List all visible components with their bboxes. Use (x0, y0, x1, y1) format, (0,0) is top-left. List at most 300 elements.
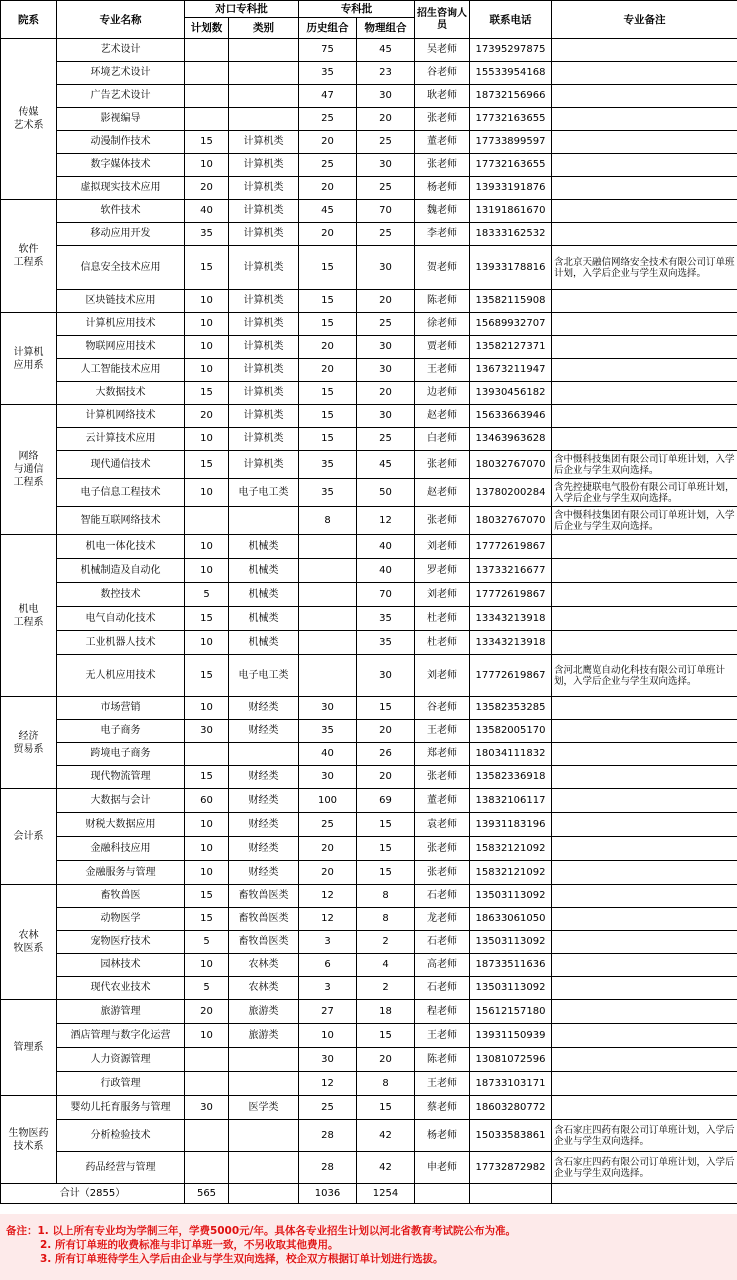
total-label: 合计（2855） (1, 1184, 185, 1204)
major-name-cell: 区块链技术应用 (57, 290, 185, 313)
remark-cell (552, 954, 737, 977)
phone-cell: 13503113092 (470, 977, 552, 1000)
table-row (1, 861, 737, 885)
total-consultant (415, 1184, 470, 1204)
department-cell (1, 535, 57, 697)
remark-cell (552, 154, 737, 177)
category-cell: 财经类 (229, 789, 299, 813)
header-remark: 专业备注 (552, 1, 737, 39)
physics-count-cell: 20 (357, 766, 415, 789)
category-cell: 农林类 (229, 977, 299, 1000)
footnote-line-3: 3. 所有订单班待学生入学后由企业与学生双向选择，校企双方根据订单计划进行选拔。 (40, 1253, 444, 1265)
plan-count-cell: 15 (185, 885, 229, 908)
history-count-cell: 12 (299, 885, 357, 908)
major-name-cell: 机电一体化技术 (57, 535, 185, 559)
major-name-cell: 物联网应用技术 (57, 336, 185, 359)
plan-count-cell (185, 85, 229, 108)
footnote-line-1: 备注：1. 以上所有专业均为学制三年，学费5000元/年。具体各专业招生计划以河北省教育考试院公布为准。 (6, 1225, 517, 1237)
category-cell (229, 1072, 299, 1096)
plan-count-cell: 15 (185, 131, 229, 154)
major-name-cell: 数字媒体技术 (57, 154, 185, 177)
consultant-cell: 袁老师 (415, 813, 470, 837)
category-cell: 农林类 (229, 954, 299, 977)
remark-cell: 含中慑科技集团有限公司订单班计划，入学后企业与学生双向选择。 (552, 507, 737, 535)
table-row (1, 766, 737, 789)
history-count-cell: 20 (299, 359, 357, 382)
plan-count-cell (185, 507, 229, 535)
remark-cell (552, 62, 737, 85)
major-name-cell: 跨境电子商务 (57, 743, 185, 766)
plan-count-cell (185, 1152, 229, 1184)
consultant-cell: 杨老师 (415, 177, 470, 200)
department-name-line: 计算机 (13, 346, 44, 358)
category-cell: 计算机类 (229, 177, 299, 200)
consultant-cell: 谷老师 (415, 697, 470, 720)
history-count-cell: 20 (299, 837, 357, 861)
physics-count-cell: 15 (357, 813, 415, 837)
consultant-cell: 张老师 (415, 766, 470, 789)
department-name-line: 网络 (18, 451, 39, 462)
major-name-cell: 无人机应用技术 (57, 655, 185, 697)
plan-count-cell: 10 (185, 954, 229, 977)
phone-cell: 13081072596 (470, 1048, 552, 1072)
department-cell (1, 1000, 57, 1096)
consultant-cell: 王老师 (415, 720, 470, 743)
consultant-cell: 罗老师 (415, 559, 470, 583)
category-cell: 畜牧兽医类 (229, 931, 299, 954)
phone-cell: 17732163655 (470, 154, 552, 177)
plan-count-cell: 15 (185, 451, 229, 479)
phone-cell: 13832106117 (470, 789, 552, 813)
history-count-cell: 3 (299, 931, 357, 954)
plan-count-cell: 10 (185, 559, 229, 583)
table-row (1, 382, 737, 405)
physics-count-cell: 2 (357, 977, 415, 1000)
physics-count-cell: 30 (357, 655, 415, 697)
plan-count-cell: 20 (185, 405, 229, 428)
category-cell (229, 39, 299, 62)
department-name-line: 农林 (18, 930, 39, 941)
history-count-cell (299, 583, 357, 607)
phone-cell: 13930456182 (470, 382, 552, 405)
plan-count-cell: 10 (185, 313, 229, 336)
physics-count-cell: 40 (357, 535, 415, 559)
table-row (1, 1096, 737, 1120)
history-count-cell: 35 (299, 479, 357, 507)
header-history: 历史组合 (299, 18, 357, 39)
table-row (1, 789, 737, 813)
major-name-cell: 计算机应用技术 (57, 313, 185, 336)
plan-count-cell: 10 (185, 336, 229, 359)
remark-cell (552, 908, 737, 931)
remark-cell: 含北京天融信网络安全技术有限公司订单班计划，入学后企业与学生双向选择。 (552, 246, 737, 290)
consultant-cell: 王老师 (415, 1024, 470, 1048)
phone-cell: 18733103171 (470, 1072, 552, 1096)
plan-count-cell (185, 39, 229, 62)
table-row (1, 954, 737, 977)
consultant-cell: 耿老师 (415, 85, 470, 108)
header-physics: 物理组合 (357, 18, 415, 39)
physics-count-cell: 30 (357, 336, 415, 359)
consultant-cell: 张老师 (415, 451, 470, 479)
history-count-cell: 15 (299, 290, 357, 313)
table-row (1, 131, 737, 154)
phone-cell: 13343213918 (470, 607, 552, 631)
plan-count-cell: 5 (185, 583, 229, 607)
history-count-cell: 28 (299, 1120, 357, 1152)
department-cell (1, 789, 57, 885)
physics-count-cell: 25 (357, 177, 415, 200)
phone-cell: 13582005170 (470, 720, 552, 743)
history-count-cell: 25 (299, 813, 357, 837)
remark-cell (552, 813, 737, 837)
consultant-cell: 陈老师 (415, 1048, 470, 1072)
major-name-cell: 人工智能技术应用 (57, 359, 185, 382)
total-row (1, 1184, 737, 1204)
physics-count-cell: 30 (357, 405, 415, 428)
major-name-cell: 机械制造及自动化 (57, 559, 185, 583)
consultant-cell: 张老师 (415, 507, 470, 535)
major-name-cell: 艺术设计 (57, 39, 185, 62)
history-count-cell (299, 655, 357, 697)
remark-cell (552, 631, 737, 655)
history-count-cell: 20 (299, 131, 357, 154)
header-specialty: 专科批 (299, 1, 415, 18)
phone-cell: 13933191876 (470, 177, 552, 200)
physics-count-cell: 30 (357, 85, 415, 108)
major-name-cell: 酒店管理与数字化运营 (57, 1024, 185, 1048)
physics-count-cell: 25 (357, 313, 415, 336)
phone-cell: 17772619867 (470, 655, 552, 697)
major-name-cell: 分析检验技术 (57, 1120, 185, 1152)
physics-count-cell: 2 (357, 931, 415, 954)
major-name-cell: 计算机网络技术 (57, 405, 185, 428)
history-count-cell: 100 (299, 789, 357, 813)
consultant-cell: 杜老师 (415, 607, 470, 631)
table-row (1, 583, 737, 607)
remark-cell (552, 39, 737, 62)
phone-cell: 17732163655 (470, 108, 552, 131)
plan-count-cell: 5 (185, 931, 229, 954)
plan-count-cell: 15 (185, 908, 229, 931)
category-cell: 电子电工类 (229, 479, 299, 507)
consultant-cell: 张老师 (415, 154, 470, 177)
header-plan: 计划数 (185, 18, 229, 39)
consultant-cell: 张老师 (415, 837, 470, 861)
table-row (1, 39, 737, 62)
history-count-cell: 35 (299, 720, 357, 743)
history-count-cell: 15 (299, 428, 357, 451)
history-count-cell: 25 (299, 154, 357, 177)
phone-cell: 15832121092 (470, 861, 552, 885)
plan-count-cell: 30 (185, 1096, 229, 1120)
major-name-cell: 虚拟现实技术应用 (57, 177, 185, 200)
consultant-cell: 石老师 (415, 977, 470, 1000)
department-cell (1, 885, 57, 1000)
remark-cell (552, 108, 737, 131)
category-cell (229, 1120, 299, 1152)
consultant-cell: 程老师 (415, 1000, 470, 1024)
plan-count-cell: 15 (185, 655, 229, 697)
history-count-cell: 47 (299, 85, 357, 108)
major-name-cell: 云计算技术应用 (57, 428, 185, 451)
plan-count-cell: 10 (185, 631, 229, 655)
plan-count-cell: 40 (185, 200, 229, 223)
consultant-cell: 陈老师 (415, 290, 470, 313)
plan-count-cell: 10 (185, 290, 229, 313)
remark-cell (552, 977, 737, 1000)
remark-cell (552, 177, 737, 200)
remark-cell (552, 837, 737, 861)
major-name-cell: 现代农业技术 (57, 977, 185, 1000)
consultant-cell: 石老师 (415, 931, 470, 954)
physics-count-cell: 45 (357, 39, 415, 62)
table-row (1, 451, 737, 479)
plan-count-cell: 10 (185, 479, 229, 507)
header-college: 院系 (1, 1, 57, 39)
major-name-cell: 金融科技应用 (57, 837, 185, 861)
phone-cell: 17733899597 (470, 131, 552, 154)
category-cell: 财经类 (229, 861, 299, 885)
department-name-line: 工程系 (13, 616, 44, 628)
major-name-cell: 软件技术 (57, 200, 185, 223)
remark-cell (552, 313, 737, 336)
table-row (1, 154, 737, 177)
department-name-line: 工程系 (13, 477, 44, 488)
table-row (1, 885, 737, 908)
phone-cell: 13673211947 (470, 359, 552, 382)
table-row (1, 405, 737, 428)
consultant-cell: 谷老师 (415, 62, 470, 85)
category-cell: 机械类 (229, 607, 299, 631)
plan-count-cell: 20 (185, 1000, 229, 1024)
physics-count-cell: 20 (357, 1048, 415, 1072)
physics-count-cell: 30 (357, 359, 415, 382)
table-row (1, 977, 737, 1000)
table-row (1, 1048, 737, 1072)
phone-cell: 18032767070 (470, 451, 552, 479)
category-cell (229, 62, 299, 85)
remark-cell (552, 743, 737, 766)
remark-cell (552, 861, 737, 885)
phone-cell: 13733216677 (470, 559, 552, 583)
history-count-cell (299, 631, 357, 655)
table-row (1, 62, 737, 85)
table-row (1, 177, 737, 200)
consultant-cell: 蔡老师 (415, 1096, 470, 1120)
category-cell: 计算机类 (229, 223, 299, 246)
category-cell: 计算机类 (229, 246, 299, 290)
physics-count-cell: 18 (357, 1000, 415, 1024)
department-name-line: 软件 (18, 244, 39, 255)
plan-count-cell: 5 (185, 977, 229, 1000)
remark-cell (552, 607, 737, 631)
physics-count-cell: 20 (357, 290, 415, 313)
total-phone (470, 1184, 552, 1204)
history-count-cell: 35 (299, 62, 357, 85)
table-row (1, 1152, 737, 1184)
category-cell: 计算机类 (229, 313, 299, 336)
history-count-cell: 25 (299, 108, 357, 131)
table-row (1, 200, 737, 223)
physics-count-cell: 42 (357, 1152, 415, 1184)
department-name-line: 应用系 (13, 359, 44, 371)
plan-count-cell (185, 1120, 229, 1152)
major-name-cell: 人力资源管理 (57, 1048, 185, 1072)
table-row (1, 108, 737, 131)
category-cell: 计算机类 (229, 382, 299, 405)
table-row (1, 1000, 737, 1024)
major-name-cell: 金融服务与管理 (57, 861, 185, 885)
major-name-cell: 大数据技术 (57, 382, 185, 405)
phone-cell: 13343213918 (470, 631, 552, 655)
category-cell: 电子电工类 (229, 655, 299, 697)
consultant-cell: 贾老师 (415, 336, 470, 359)
major-name-cell: 广告艺术设计 (57, 85, 185, 108)
total-history: 1036 (299, 1184, 357, 1204)
table-row (1, 428, 737, 451)
history-count-cell: 35 (299, 451, 357, 479)
remark-cell (552, 1024, 737, 1048)
physics-count-cell: 15 (357, 1096, 415, 1120)
department-name-line: 机电 (18, 603, 39, 615)
consultant-cell: 刘老师 (415, 535, 470, 559)
consultant-cell: 高老师 (415, 954, 470, 977)
plan-count-cell: 10 (185, 861, 229, 885)
department-name-line: 传媒 (18, 107, 39, 118)
consultant-cell: 申老师 (415, 1152, 470, 1184)
history-count-cell: 12 (299, 1072, 357, 1096)
remark-cell (552, 131, 737, 154)
consultant-cell: 张老师 (415, 861, 470, 885)
physics-count-cell: 35 (357, 631, 415, 655)
remark-cell (552, 1072, 737, 1096)
department-name-line: 技术系 (13, 1140, 44, 1152)
table-row (1, 813, 737, 837)
category-cell: 旅游类 (229, 1024, 299, 1048)
plan-count-cell: 20 (185, 177, 229, 200)
remark-cell (552, 1096, 737, 1120)
category-cell: 财经类 (229, 813, 299, 837)
plan-count-cell: 10 (185, 697, 229, 720)
physics-count-cell: 70 (357, 583, 415, 607)
table-row (1, 837, 737, 861)
consultant-cell: 赵老师 (415, 405, 470, 428)
major-name-cell: 环境艺术设计 (57, 62, 185, 85)
category-cell: 机械类 (229, 559, 299, 583)
consultant-cell: 杨老师 (415, 1120, 470, 1152)
physics-count-cell: 8 (357, 908, 415, 931)
phone-cell: 13931150939 (470, 1024, 552, 1048)
category-cell: 畜牧兽医类 (229, 908, 299, 931)
category-cell (229, 108, 299, 131)
category-cell: 畜牧兽医类 (229, 885, 299, 908)
phone-cell: 13503113092 (470, 931, 552, 954)
phone-cell: 15612157180 (470, 1000, 552, 1024)
department-name-line: 艺术系 (13, 120, 44, 131)
category-cell: 财经类 (229, 720, 299, 743)
remark-cell: 含河北鹰览自动化科技有限公司订单班计划，入学后企业与学生双向选择。 (552, 655, 737, 697)
major-name-cell: 行政管理 (57, 1072, 185, 1096)
phone-cell: 18633061050 (470, 908, 552, 931)
category-cell: 计算机类 (229, 131, 299, 154)
physics-count-cell: 25 (357, 428, 415, 451)
physics-count-cell: 35 (357, 607, 415, 631)
phone-cell: 17732872982 (470, 1152, 552, 1184)
history-count-cell: 25 (299, 1096, 357, 1120)
physics-count-cell: 69 (357, 789, 415, 813)
phone-cell: 17395297875 (470, 39, 552, 62)
history-count-cell: 8 (299, 507, 357, 535)
consultant-cell: 杜老师 (415, 631, 470, 655)
department-cell (1, 1096, 57, 1184)
phone-cell: 15533954168 (470, 62, 552, 85)
phone-cell: 18034111832 (470, 743, 552, 766)
physics-count-cell: 4 (357, 954, 415, 977)
footnote (0, 1214, 737, 1280)
table-row (1, 607, 737, 631)
category-cell: 计算机类 (229, 405, 299, 428)
major-name-cell: 数控技术 (57, 583, 185, 607)
physics-count-cell: 45 (357, 451, 415, 479)
remark-cell (552, 200, 737, 223)
phone-cell: 13931183196 (470, 813, 552, 837)
total-remark (552, 1184, 737, 1204)
physics-count-cell: 70 (357, 200, 415, 223)
table-row (1, 720, 737, 743)
plan-count-cell: 10 (185, 535, 229, 559)
plan-count-cell: 60 (185, 789, 229, 813)
category-cell: 计算机类 (229, 336, 299, 359)
consultant-cell: 郑老师 (415, 743, 470, 766)
history-count-cell: 20 (299, 861, 357, 885)
plan-count-cell: 10 (185, 154, 229, 177)
table-row (1, 743, 737, 766)
table-body (1, 39, 737, 1204)
category-cell (229, 507, 299, 535)
remark-cell (552, 720, 737, 743)
category-cell: 计算机类 (229, 428, 299, 451)
plan-count-cell (185, 1072, 229, 1096)
header-counterpart: 对口专科批 (185, 1, 299, 18)
consultant-cell: 徐老师 (415, 313, 470, 336)
table-row (1, 359, 737, 382)
total-category (229, 1184, 299, 1204)
phone-cell: 18333162532 (470, 223, 552, 246)
physics-count-cell: 15 (357, 697, 415, 720)
remark-cell (552, 336, 737, 359)
department-name-line: 管理系 (13, 1042, 44, 1053)
history-count-cell: 15 (299, 246, 357, 290)
consultant-cell: 边老师 (415, 382, 470, 405)
table-row (1, 85, 737, 108)
category-cell: 机械类 (229, 583, 299, 607)
history-count-cell: 20 (299, 223, 357, 246)
history-count-cell: 27 (299, 1000, 357, 1024)
physics-count-cell: 25 (357, 223, 415, 246)
history-count-cell: 40 (299, 743, 357, 766)
remark-cell (552, 1000, 737, 1024)
physics-count-cell: 26 (357, 743, 415, 766)
table-row (1, 246, 737, 290)
history-count-cell: 75 (299, 39, 357, 62)
history-count-cell: 20 (299, 177, 357, 200)
category-cell: 财经类 (229, 766, 299, 789)
major-name-cell: 智能互联网络技术 (57, 507, 185, 535)
remark-cell (552, 359, 737, 382)
department-name-line: 会计系 (13, 831, 44, 842)
major-name-cell: 电子信息工程技术 (57, 479, 185, 507)
